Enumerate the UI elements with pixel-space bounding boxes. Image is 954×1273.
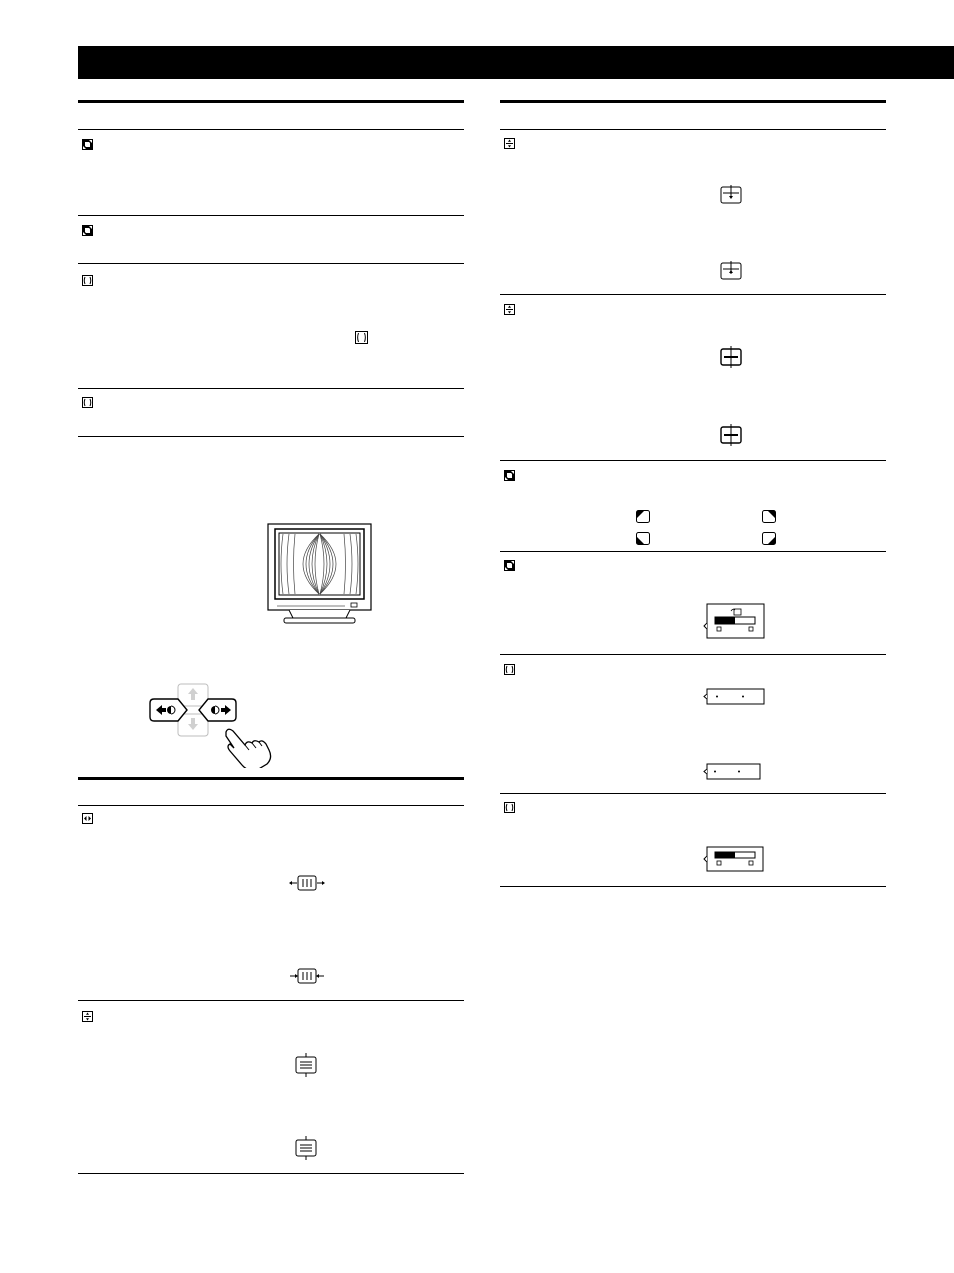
left-column <box>78 0 464 1273</box>
row-divider <box>78 805 464 806</box>
row-divider <box>78 1173 464 1174</box>
horizontal-size-expand-icon <box>289 875 325 891</box>
row-divider <box>500 886 886 887</box>
top-right-corner-icon <box>762 510 776 523</box>
vertical-center-up-icon <box>294 1053 318 1077</box>
vertical-center-icon <box>504 138 515 149</box>
row-divider <box>78 388 464 389</box>
rotation-icon <box>504 560 515 571</box>
pin-balance-icon <box>355 331 368 344</box>
pin-balance-slider-display <box>703 763 765 780</box>
vertical-size-shrink-icon <box>720 424 742 446</box>
rotation-menu-display <box>703 603 765 639</box>
rotation-icon <box>82 139 93 150</box>
row-divider <box>500 460 886 461</box>
section-rule <box>500 100 886 103</box>
row-divider <box>500 793 886 794</box>
pin-balance-bar-display <box>703 846 765 873</box>
row-divider <box>78 263 464 264</box>
vertical-position-up-icon <box>720 261 742 281</box>
row-divider <box>500 551 886 552</box>
vertical-center-icon <box>504 304 515 315</box>
horizontal-size-shrink-icon <box>289 968 325 984</box>
pin-balance-icon <box>82 275 93 286</box>
row-divider <box>78 1000 464 1001</box>
row-divider <box>500 129 886 130</box>
horizontal-size-icon <box>82 813 93 824</box>
monitor-illustration <box>267 523 373 631</box>
vertical-position-down-icon <box>720 185 742 205</box>
pointing-hand-icon <box>226 729 271 768</box>
row-divider <box>78 129 464 130</box>
section-rule <box>78 777 464 780</box>
pin-balance-icon <box>504 664 515 675</box>
section-rule <box>78 100 464 103</box>
vertical-center-icon <box>82 1011 93 1022</box>
bottom-left-corner-icon <box>636 532 650 545</box>
row-divider <box>78 436 464 437</box>
row-divider <box>500 654 886 655</box>
pin-balance-icon <box>82 397 93 408</box>
rotation-icon <box>504 470 515 481</box>
right-column <box>500 0 886 1273</box>
row-divider <box>500 294 886 295</box>
pin-balance-icon <box>504 802 515 813</box>
top-left-corner-icon <box>636 510 650 523</box>
pin-balance-slider-display <box>703 688 765 705</box>
vertical-size-expand-icon <box>720 346 742 368</box>
bottom-right-corner-icon <box>762 532 776 545</box>
vertical-center-down-icon <box>294 1136 318 1160</box>
rotation-icon <box>82 225 93 236</box>
control-buttons-illustration <box>148 682 330 768</box>
row-divider <box>78 215 464 216</box>
